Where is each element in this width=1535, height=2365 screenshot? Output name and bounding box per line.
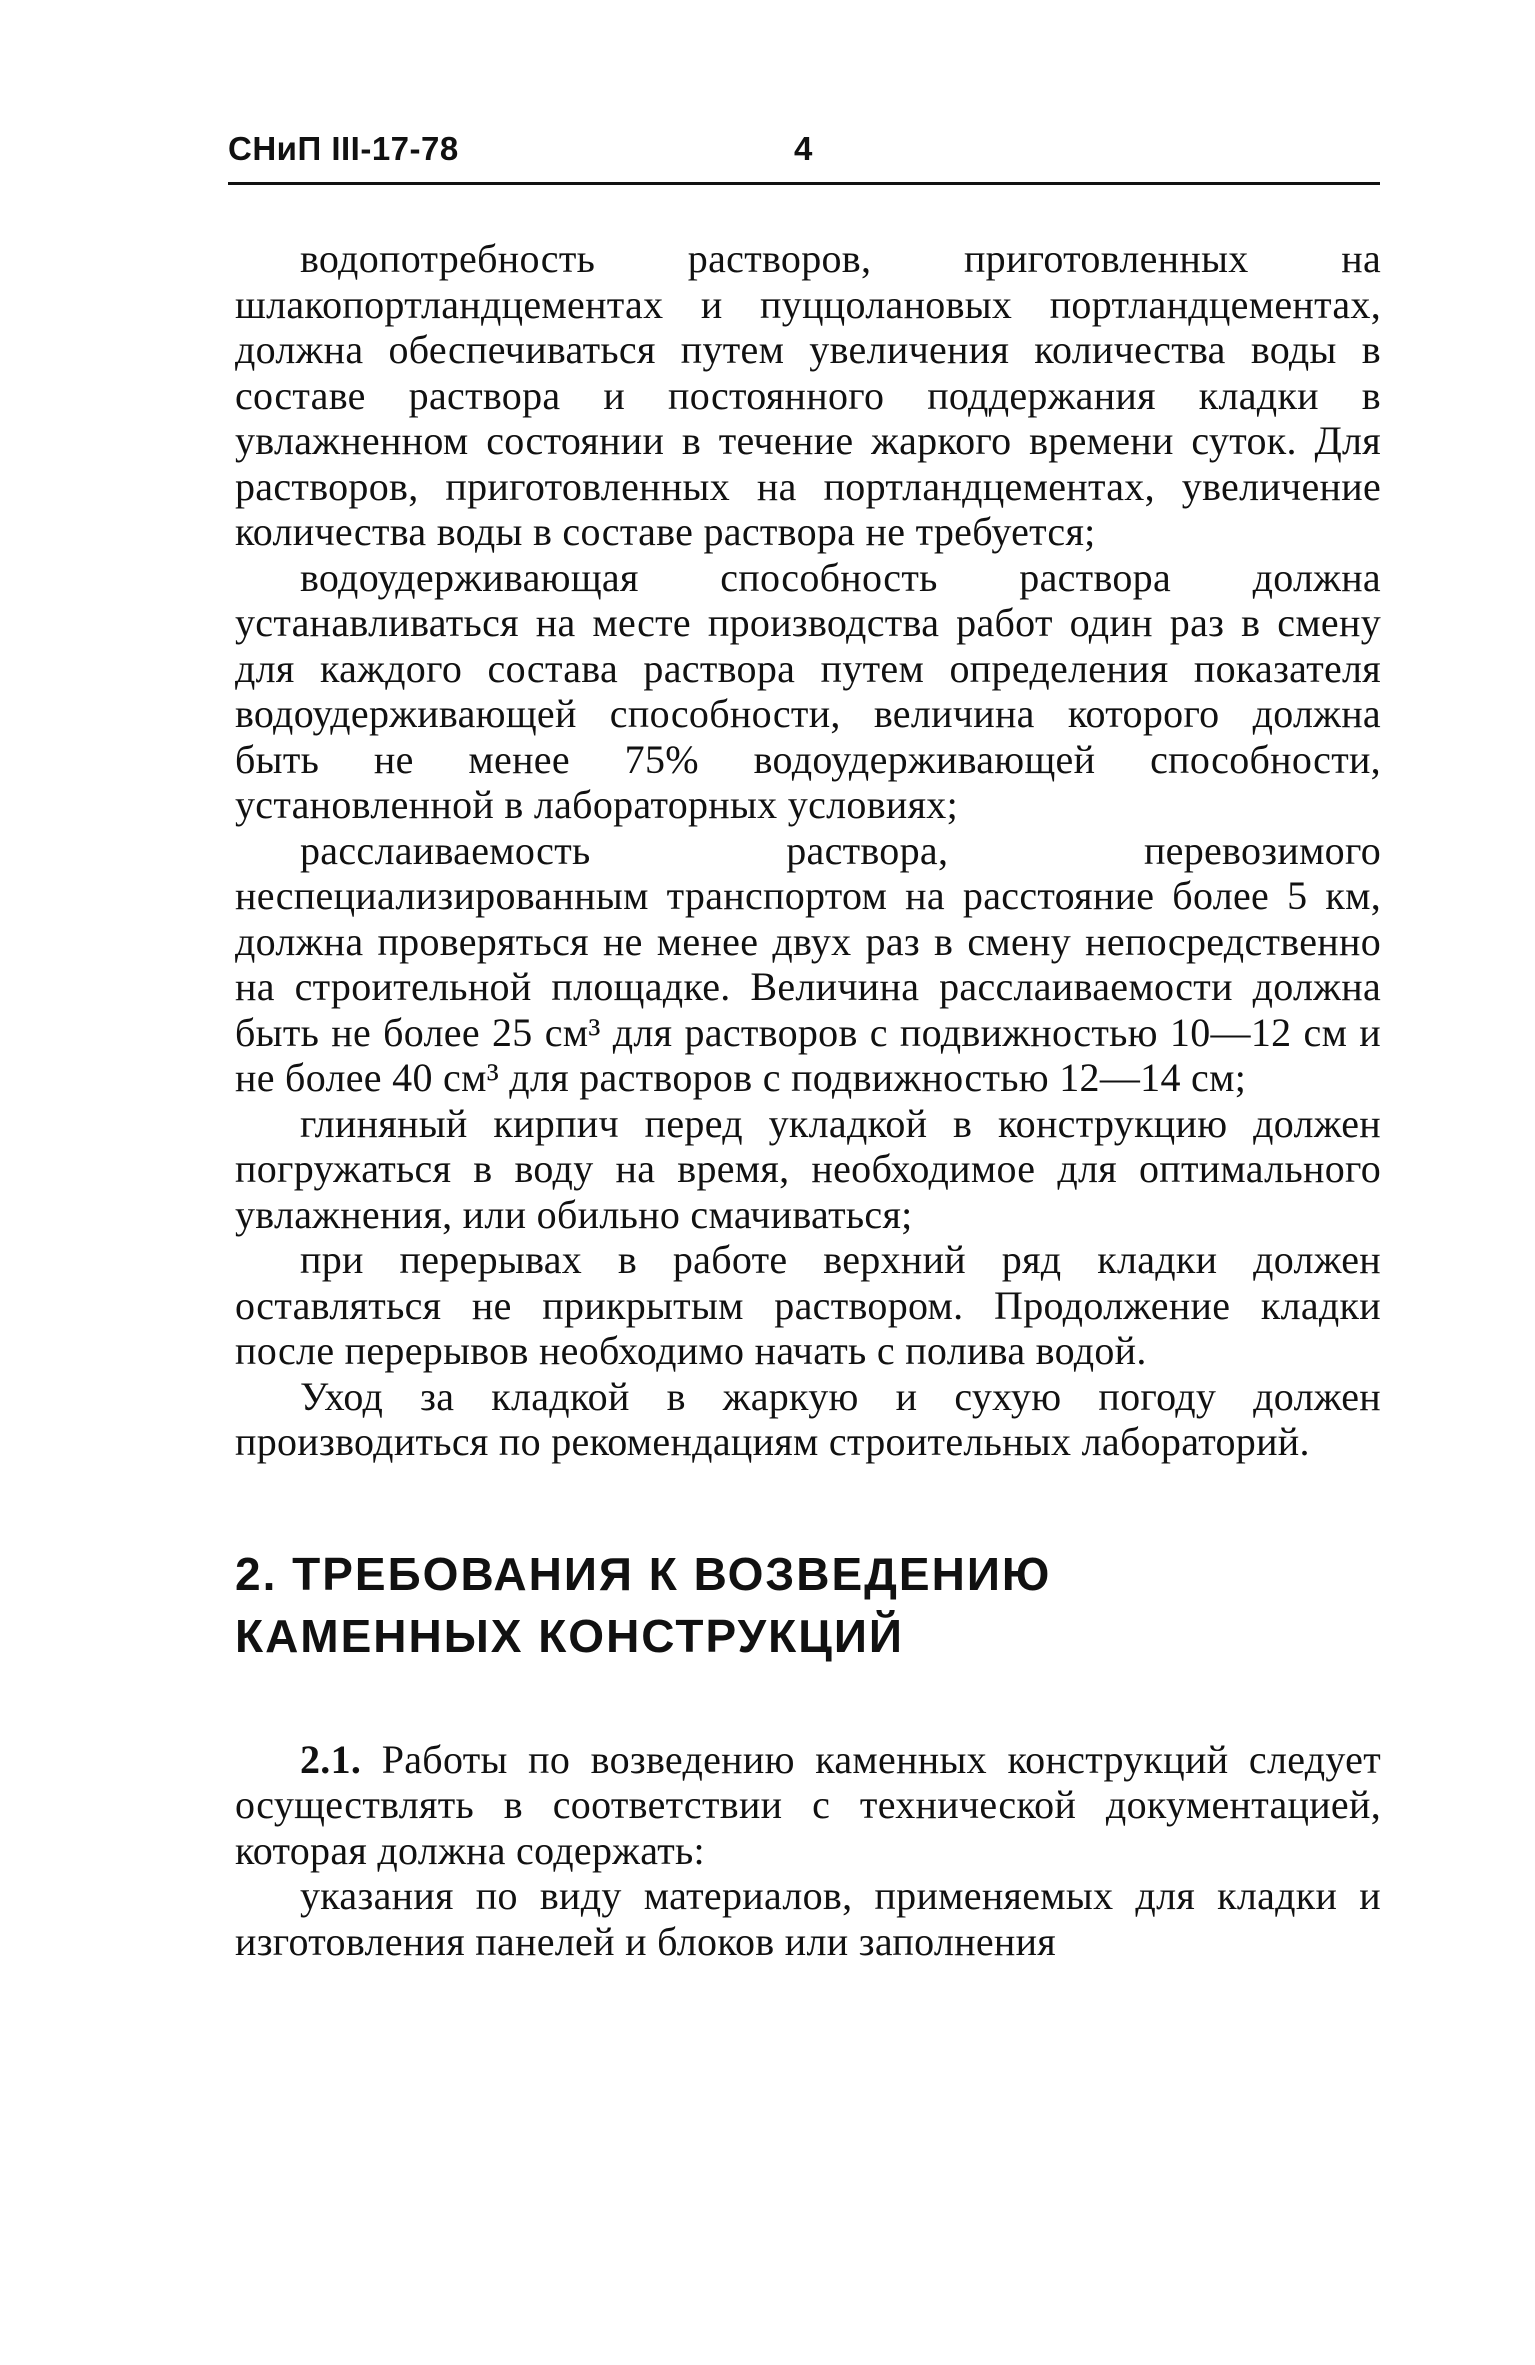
clause-2-1 [235,1737,1381,1874]
section-heading-line-2: КАМЕННЫХ КОНСТРУКЦИЙ [235,1609,904,1662]
paragraph-water-demand: водопотребность растворов, приготовленных на шлакопортландцементах и пуццолановых портландцементах, должна обеспечиваться путем увеличения количества воды в составе раствора и постоянного поддержания кладки в увлажненном состоянии в течение жаркого времени суток. Для растворов, приготовленных на портландцементах, увеличение количества воды в составе раствора не требуется; [235,236,1381,554]
page-header [228,130,1380,186]
page-number: 4 [794,130,813,167]
clause-number: 2.1. [300,1736,362,1782]
paragraph-hot-weather-care: Уход за кладкой в жаркую и сухую погоду должен производиться по рекомендациям строительных лабораторий. [235,1373,1381,1464]
paragraph-stratification: расслаиваемость раствора, перевозимого неспециализированным транспортом на расстояние более 5 км, должна проверяться не менее двух раз в смену непосредственно на строительной площадке. Величина расслаиваемости должна быть не более 25 см³ для растворов с подвижностью 10—12 см и не более 40 см³ для растворов с подвижностью 12—14 см; [235,827,1381,1100]
paragraph-materials: указания по виду материалов, применяемых для кладки и изготовления панелей и блоков или заполнения [235,1873,1381,1964]
clause-text: Работы по возведению каменных конструкций следует осуществлять в соответствии с технической документацией, которая должна содержать: [235,1736,1381,1873]
section-heading-line-1: 2. ТРЕБОВАНИЯ К ВОЗВЕДЕНИЮ [235,1547,1052,1600]
paragraph-water-retention: водоудерживающая способность раствора должна устанавливаться на месте производства работ один раз в смену для каждого состава раствора путем определения показателя водоудерживающей способности, величина которого должна быть не менее 75% водоудерживающей способности, установленной в лабораторных условиях; [235,554,1381,827]
document-code: СНиП III-17-78 [228,130,459,167]
body-text [235,236,1381,1964]
paragraph-clay-brick: глиняный кирпич перед укладкой в конструкцию должен погружаться в воду на время, необходимое для оптимального увлажнения, или обильно смачиваться; [235,1100,1381,1237]
paragraph-work-breaks: при перерывах в работе верхний ряд кладки должен оставляться не прикрытым раствором. Продолжение кладки после перерывов необходимо начать с полива водой. [235,1237,1381,1373]
section-heading [235,1543,1381,1667]
header-divider [228,182,1380,185]
